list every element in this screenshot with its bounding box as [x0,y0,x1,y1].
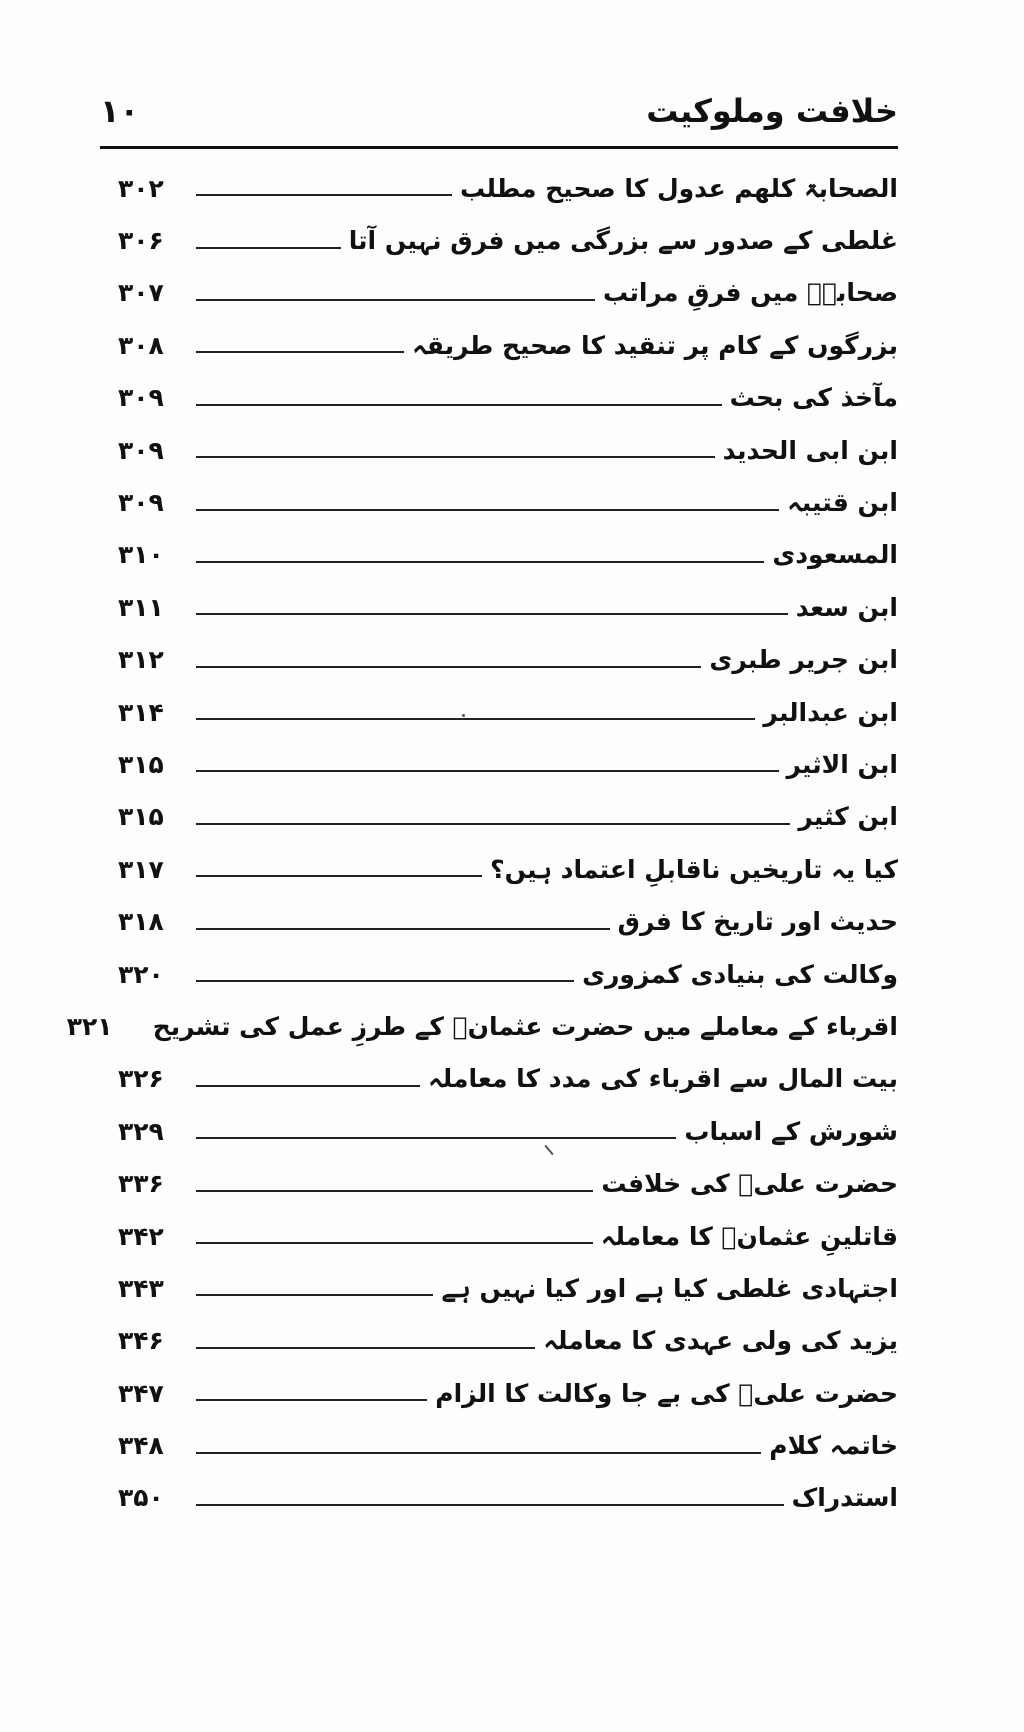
toc-leader-line [196,875,482,877]
scan-speck [462,714,465,717]
toc-entry-title: ابن ابی الحدید [722,435,898,465]
toc-entry-page: ۳۱۲ [118,645,164,675]
toc-leader-line [196,1504,784,1506]
toc-entry [118,1210,898,1262]
toc-entry [118,424,898,476]
toc-entry-title: اجتہادی غلطی کیا ہے اور کیا نہیں ہے [441,1273,898,1303]
toc-leader-line [196,456,715,458]
toc-entry-title: مآخذ کی بحث [729,383,898,413]
toc-entry [118,476,898,528]
toc-leader-line [196,718,755,720]
toc-entry-title: غلطی کے صدور سے بزرگی میں فرق نہیں آتا [348,226,898,256]
toc-entry-page: ۳۰۹ [118,435,164,465]
toc-leader-line [196,928,610,930]
toc-entry-title: بزرگوں کے کام پر تنقید کا صحیح طریقہ [412,330,898,360]
page-number: ۱۰ [100,92,140,130]
toc-entry [118,738,898,790]
toc-leader-line [196,1347,535,1349]
toc-entry-page: ۳۲۶ [118,1064,164,1094]
toc-entry-page: ۳۱۷ [118,854,164,884]
toc-entry-title: حدیث اور تاریخ کا فرق [617,907,898,937]
table-of-contents [66,162,898,1524]
toc-leader-line [196,299,595,301]
toc-leader-line [196,1399,427,1401]
toc-entry [118,1262,898,1314]
toc-entry [118,1367,898,1419]
toc-entry-page: ۳۰۸ [118,330,164,360]
toc-entry [118,581,898,633]
toc-leader-line [196,770,779,772]
toc-entry [118,1419,898,1471]
toc-leader-line [196,561,764,563]
toc-entry-title: المسعودی [772,540,898,570]
toc-leader-line [196,1085,420,1087]
toc-leader-line [196,1452,761,1454]
toc-entry-title: ابن کثیر [798,802,898,832]
toc-entry-title: ابن سعد [795,592,898,622]
toc-entry-title: استدراک [791,1483,898,1513]
toc-entry-title: بیت المال سے اقرباء کی مدد کا معاملہ [428,1064,898,1094]
toc-entry-page: ۳۴۷ [118,1378,164,1408]
toc-entry-title: صحابہؓ میں فرقِ مراتب [603,278,898,308]
toc-entry-title: شورش کے اسباب [684,1116,898,1146]
toc-entry-page: ۳۱۴ [118,697,164,727]
toc-entry-page: ۳۰۷ [118,278,164,308]
toc-entry-title: کیا یہ تاریخیں ناقابلِ اعتماد ہیں؟ [490,854,898,884]
toc-entry-title: ابن جریر طبری [709,645,898,675]
toc-entry-title: ابن عبدالبر [763,697,898,727]
toc-entry [118,319,898,371]
toc-entry [118,372,898,424]
toc-leader-line [196,613,788,615]
toc-entry-title: یزید کی ولی عہدی کا معاملہ [543,1326,898,1356]
toc-entry-page: ۳۱۵ [118,749,164,779]
toc-entry [66,1000,898,1052]
toc-entry [118,843,898,895]
toc-leader-line [196,823,790,825]
toc-entry-title: حضرت علیؓ کی خلافت [601,1169,898,1199]
toc-entry-title: وکالت کی بنیادی کمزوری [582,959,898,989]
toc-leader-line [196,980,574,982]
header-rule [100,146,898,149]
toc-entry-page: ۳۰۹ [118,383,164,413]
toc-entry-title: اقرباء کے معاملے میں حضرت عثمانؓ کے طرزِ عمل کی تشریح [152,1011,898,1041]
toc-entry-page: ۳۲۱ [66,1011,113,1041]
toc-leader-line [196,1294,433,1296]
toc-entry-page: ۳۱۱ [118,592,164,622]
toc-entry [118,267,898,319]
toc-entry [118,1105,898,1157]
toc-entry-page: ۳۵۰ [118,1483,164,1513]
toc-entry-page: ۳۲۰ [118,959,164,989]
toc-entry-title: الصحابۃ کلھم عدول کا صحیح مطلب [460,173,898,203]
toc-entry-title: حضرت علیؓ کی بے جا وکالت کا الزام [435,1378,898,1408]
toc-entry-page: ۳۲۹ [118,1116,164,1146]
toc-entry-title: قاتلینِ عثمانؓ کا معاملہ [600,1221,898,1251]
toc-leader-line [196,247,341,249]
running-title: خلافت وملوکیت [646,92,898,130]
toc-entry-page: ۳۴۸ [118,1431,164,1461]
page-header [100,92,898,142]
toc-leader-line [196,351,404,353]
toc-entry-page: ۳۴۳ [118,1273,164,1303]
toc-entry [118,1472,898,1524]
toc-entry [118,1315,898,1367]
toc-entry [118,162,898,214]
toc-leader-line [196,1242,593,1244]
toc-entry [118,948,898,1000]
toc-entry [118,791,898,843]
toc-entry-page: ۳۱۵ [118,802,164,832]
toc-entry-page: ۳۰۹ [118,488,164,518]
toc-leader-line [196,666,701,668]
toc-entry [118,529,898,581]
toc-entry-page: ۳۱۸ [118,907,164,937]
toc-entry [118,686,898,738]
toc-entry-page: ۳۰۲ [118,173,164,203]
toc-entry-title: خاتمہ کلام [769,1431,898,1461]
toc-entry-page: ۳۴۲ [118,1221,164,1251]
toc-leader-line [196,1137,676,1139]
toc-entry-title: ابن الاثیر [786,749,898,779]
toc-entry-title: ابن قتیبہ [787,488,898,518]
toc-entry [118,634,898,686]
toc-leader-line [196,1190,593,1192]
toc-entry-page: ۳۱۰ [118,540,164,570]
toc-leader-line [196,509,779,511]
toc-entry [118,895,898,947]
toc-entry-page: ۳۴۶ [118,1326,164,1356]
toc-entry [118,1157,898,1209]
toc-entry-page: ۳۳۶ [118,1169,164,1199]
toc-leader-line [196,194,452,196]
toc-leader-line [196,404,722,406]
toc-entry [118,1053,898,1105]
toc-entry [118,214,898,266]
toc-entry-page: ۳۰۶ [118,226,164,256]
